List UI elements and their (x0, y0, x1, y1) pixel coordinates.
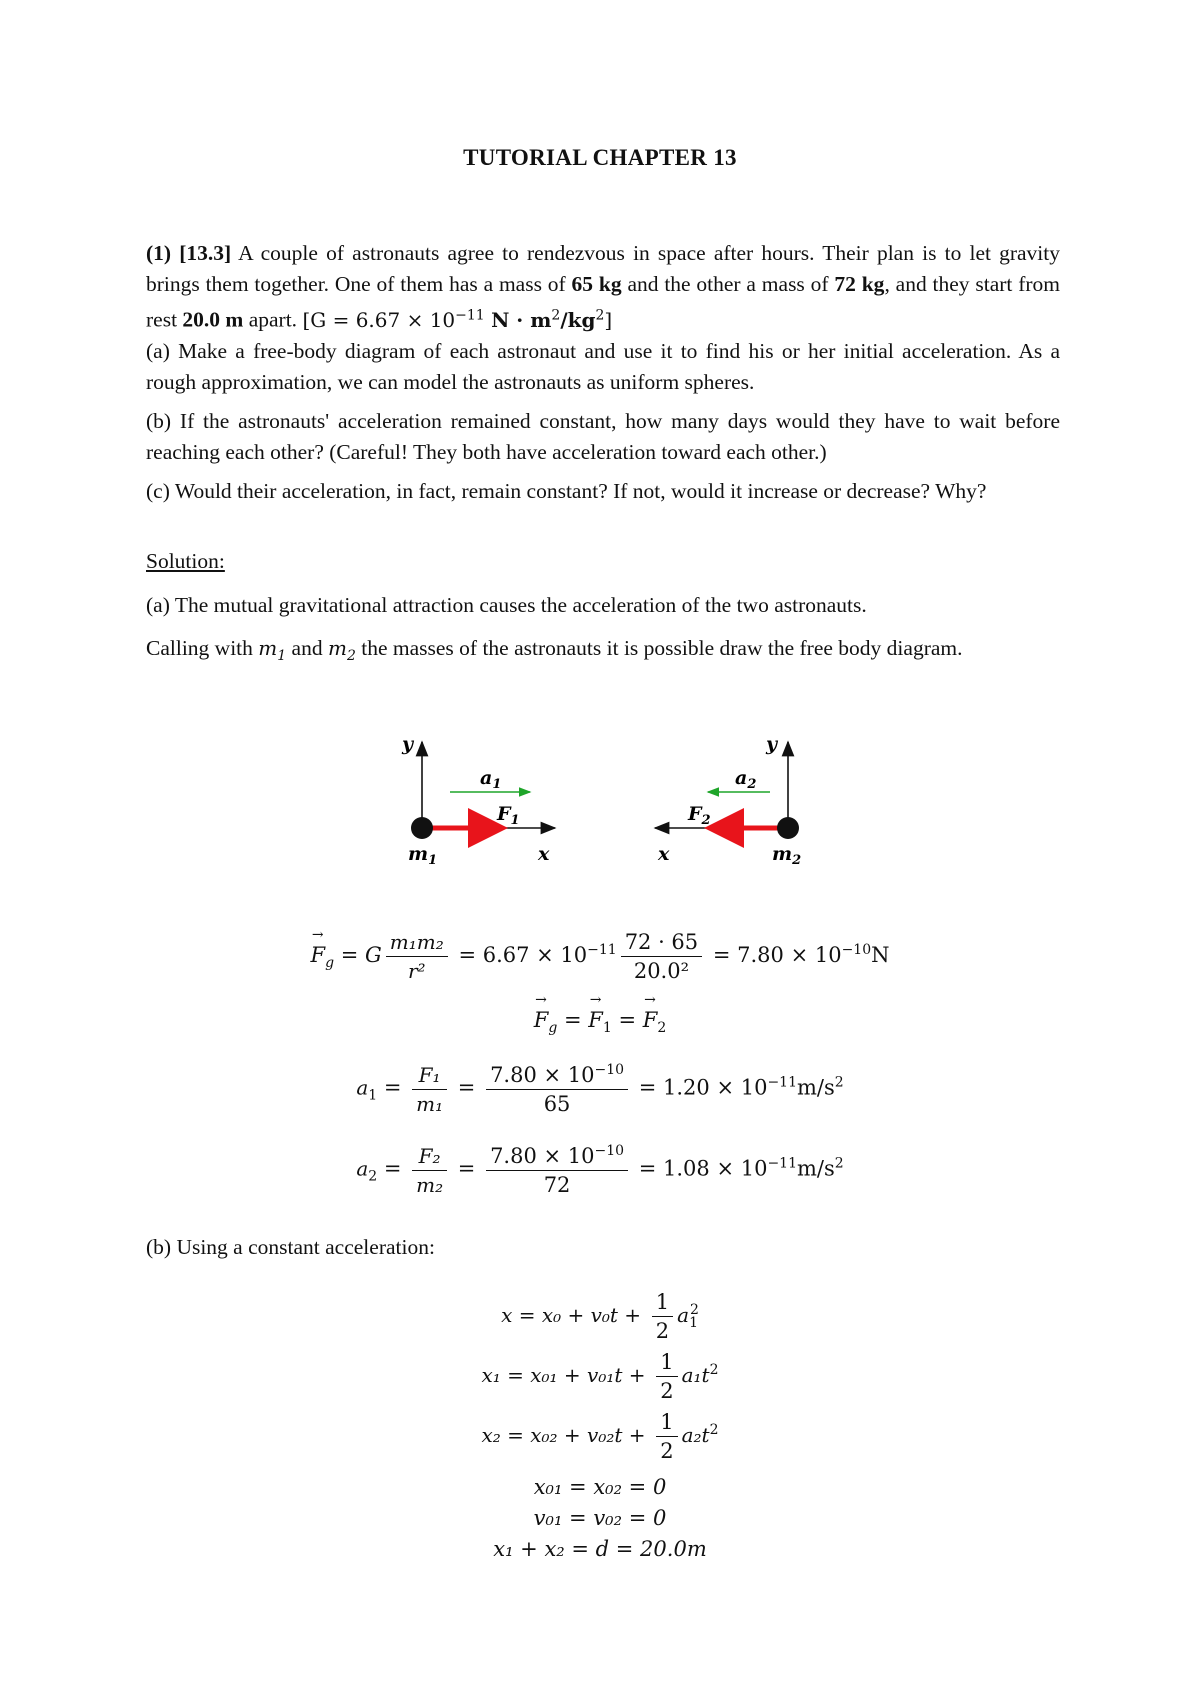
mass-2-dot (777, 817, 799, 839)
equation-initial-positions: x₀₁ = x₀₂ = 0 (533, 1475, 667, 1499)
equation-force-equality: → $F_g$ = → $F_1$ = → $F_2$ (0, 1008, 1200, 1036)
equation-kinematic-1: x₁ = x₀₁ + v₀₁t + $\frac{1}{2}$ $a_1t^2$ (481, 1350, 719, 1403)
y2-label: y (766, 733, 778, 755)
equation-kinematic-2: x₂ = x₀₂ + v₀₂t + $\frac{1}{2}$ $a_2t^2$ (481, 1410, 719, 1463)
gravitational-constant: [$G = 6.67 \times 10^{-11}$ $N \cdot m^2/kg^2$] (302, 307, 613, 332)
part-b-question: (b) If the astronauts' acceleration remained constant, how many days would they have to wait before reaching each other? (Careful! They both have acceleration toward each other.) (146, 409, 1061, 464)
equation-fg: → $F_g = G$ $\frac{\text{m₁m₂}}{\text{r²}}$ = $6.67 \times 10^{-11}$ $\frac{72 \cdot 65}{\text{20.0²}}$ = $7.80 \times 10^{-10}N$ (0, 930, 1200, 983)
x1-label: x (538, 843, 550, 865)
page-title: TUTORIAL CHAPTER 13 (463, 145, 737, 170)
m2-label: $m_2$ (772, 843, 802, 868)
mass-2: 72 kg (834, 272, 885, 296)
problem-text-1: A couple of astronauts agree to rendezvous in space after hours. Their plan is to let gravity brings them together. One of them has a mass of (146, 241, 1060, 296)
astronaut-2-diagram (655, 733, 801, 868)
problem-statement (146, 238, 1060, 336)
problem-number: (1) (146, 241, 172, 265)
equation-a2: $a_2$ = $\frac{\text{F₂}}{\text{m₂}}$ = $\frac{7.80 \times 10^{-10}}{72}$ = $1.08 \times 10^{-11}m/s^2$ (356, 1143, 844, 1197)
equation-total-distance: x₁ + x₂ = d = 20.0m (493, 1537, 707, 1561)
astronaut-1-diagram (401, 733, 555, 868)
equation-initial-velocities: v₀₁ = v₀₂ = 0 (533, 1506, 667, 1530)
equation-kinematic-general: x = x₀ + v₀t + $\frac{1}{2}$ $a_1^2$ (501, 1290, 699, 1343)
equation-a1: $a_1$ = $\frac{\text{F₁}}{\text{m₁}}$ = $\frac{7.80 \times 10^{-10}}{65}$ = $1.20 \times 10^{-11}m/s^2$ (356, 1062, 844, 1116)
problem-text-2: and the other a mass of (627, 272, 829, 296)
part-a-question: (a) Make a free-body diagram of each astronaut and use it to find his or her initial acceleration. As a rough approximation, we can model the astronauts as uniform spheres. (146, 339, 1060, 394)
a1-label: $a_1$ (480, 767, 502, 792)
y1-label: y (402, 733, 414, 755)
mass-1: 65 kg (571, 272, 622, 296)
problem-text-4: apart. (248, 307, 298, 332)
solution-calling-text: Calling with $m_1$ and $m_2$ the masses of the astronauts it is possible draw the free body diagram. (146, 636, 963, 664)
problem-text-3: , and they start from rest (146, 272, 1061, 332)
x2-label: x (658, 843, 670, 865)
solution-heading: Solution: (146, 549, 225, 573)
free-body-diagram (380, 720, 830, 870)
problem-ref: [13.3] (179, 241, 232, 265)
m1-label: $m_1$ (408, 843, 438, 868)
part-c-question: (c) Would their acceleration, in fact, remain constant? If not, would it increase or decrease? Why? (146, 479, 987, 503)
mass-1-dot (411, 817, 433, 839)
solution-b-text: (b) Using a constant acceleration: (146, 1235, 435, 1259)
solution-a-text: (a) The mutual gravitational attraction causes the acceleration of the two astronauts. (146, 593, 867, 617)
F1-label: $F_1$ (497, 803, 520, 828)
a2-label: $a_2$ (735, 767, 757, 792)
F2-label: $F_2$ (688, 803, 711, 828)
distance: 20.0 m (182, 307, 244, 332)
